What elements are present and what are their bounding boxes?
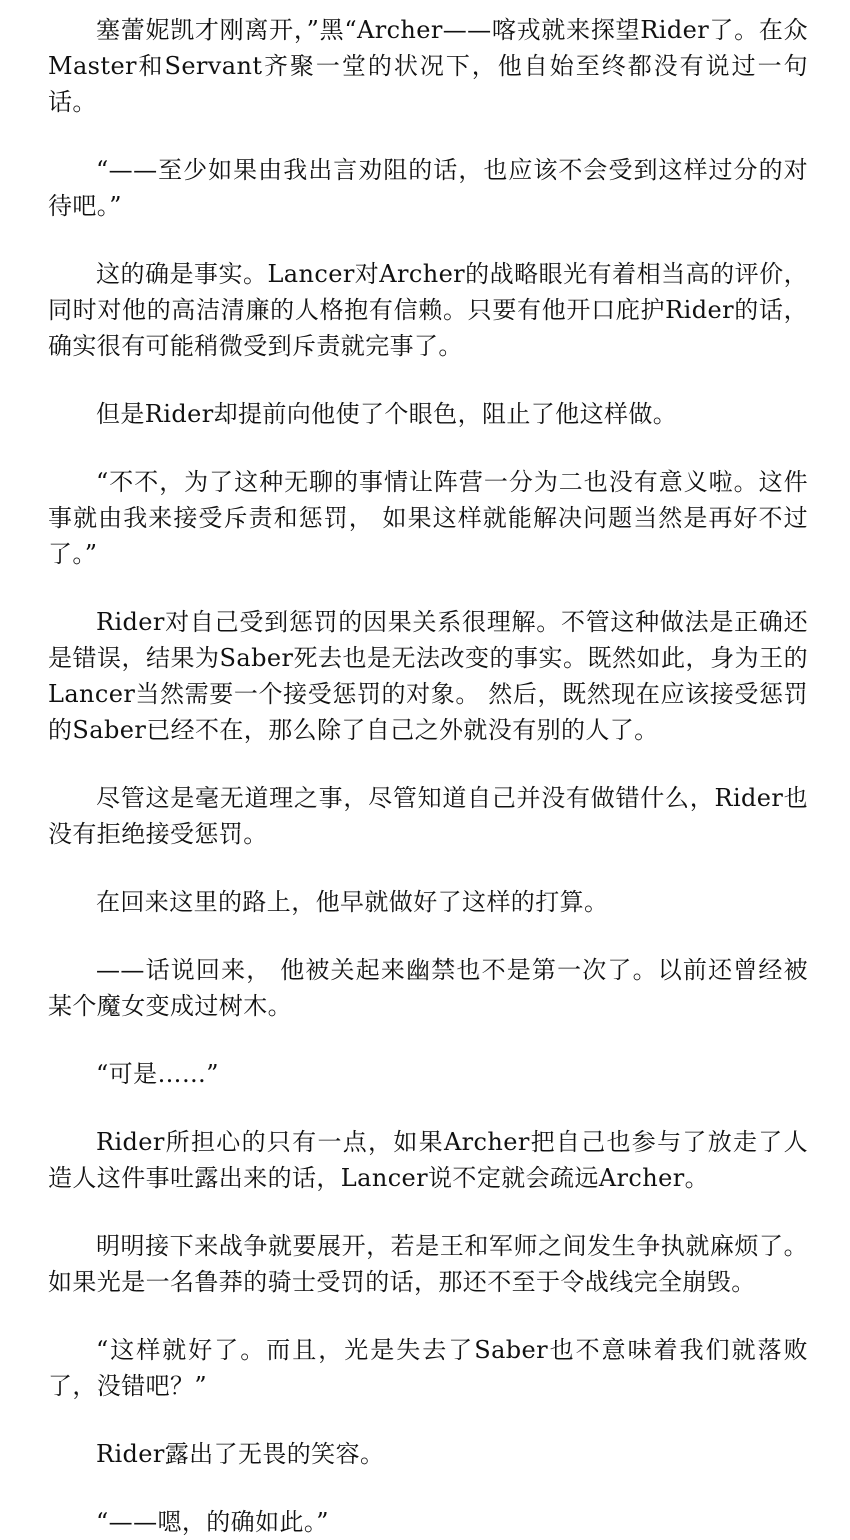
paragraph-2: “——至少如果由我出言劝阻的话，也应该不会受到这样过分的对待吧。” [48, 156, 808, 220]
novel-page [48, 12, 808, 1540]
paragraph-3: 这的确是事实。Lancer对Archer的战略眼光有着相当高的评价，同时对他的高洁清廉的人格抱有信赖。只要有他开口庇护Rider的话，确实很有可能稍微受到斥责就完事了。 [48, 260, 808, 360]
paragraph-7: 尽管这是毫无道理之事，尽管知道自己并没有做错什么，Rider也没有拒绝接受惩罚。 [48, 784, 808, 848]
paragraph-10: “可是……” [96, 1060, 219, 1088]
paragraph-8: 在回来这里的路上，他早就做好了这样的打算。 [96, 888, 609, 916]
paragraph-9: ——话说回来， 他被关起来幽禁也不是第一次了。以前还曾经被某个魔女变成过树木。 [48, 956, 808, 1020]
paragraph-11: Rider所担心的只有一点，如果Archer把自己也参与了放走了人造人这件事吐露出来的话，Lancer说不定就会疏远Archer。 [48, 1128, 808, 1192]
paragraph-1: 塞蕾妮凯才刚离开，”黑“Archer——喀戎就来探望Rider了。在众Master和Servant齐聚一堂的状况下，他自始至终都没有说过一句话。 [48, 16, 808, 116]
paragraph-4: 但是Rider却提前向他使了个眼色，阻止了他这样做。 [96, 400, 678, 428]
paragraph-5: “不不，为了这种无聊的事情让阵营一分为二也没有意义啦。这件事就由我来接受斥责和惩罚， 如果这样就能解决问题当然是再好不过了。” [48, 468, 808, 568]
paragraph-13: “这样就好了。而且，光是失去了Saber也不意味着我们就落败了，没错吧？” [48, 1336, 808, 1400]
paragraph-14: Rider露出了无畏的笑容。 [96, 1440, 385, 1468]
paragraph-15: “——嗯，的确如此。” [96, 1508, 329, 1536]
paragraph-6: Rider对自己受到惩罚的因果关系很理解。不管这种做法是正确还是错误，结果为Saber死去也是无法改变的事实。既然如此，身为王的Lancer当然需要一个接受惩罚的对象。 然后，既然现在应该接受惩罚的Saber已经不在，那么除了自己之外就没有别的人了。 [48, 608, 808, 744]
paragraph-12: 明明接下来战争就要展开，若是王和军师之间发生争执就麻烦了。如果光是一名鲁莽的骑士受罚的话，那还不至于令战线完全崩毁。 [48, 1232, 808, 1296]
